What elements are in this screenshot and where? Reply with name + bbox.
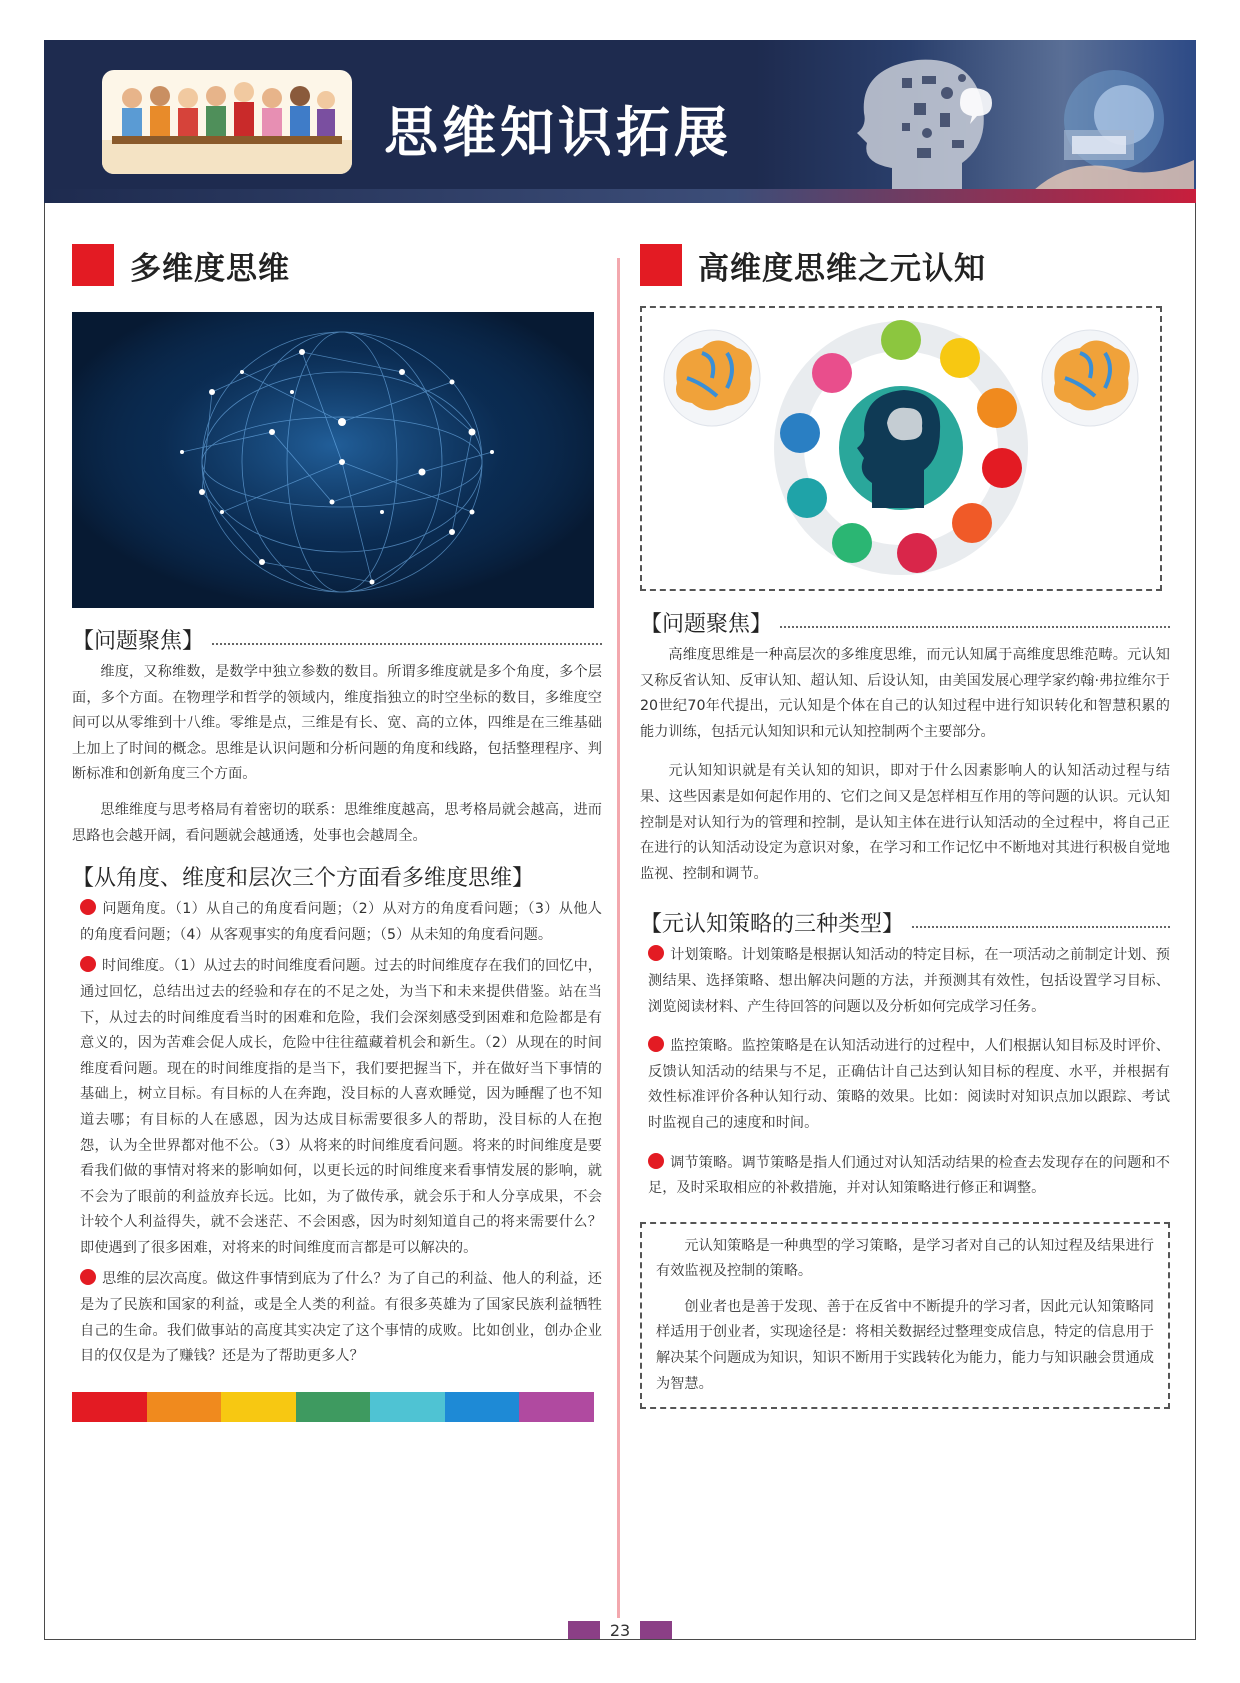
banner-swoosh	[44, 189, 1196, 203]
bullet-thinking-level-text: 思维的层次高度。做这件事情到底为了什么？为了自己的利益、他人的利益，还是为了民族和国家的利益，或是全人类的利益。有很多英雄为了国家民族利益牺牲自己的生命。我们做事站的高度其实决定了这个事情的成败。比如创业，创办企业目的仅仅是为了赚钱？还是为了帮助更多人？	[80, 1271, 602, 1365]
left-focus-paragraph-1: 维度，又称维数，是数学中独立参数的数目。所谓多维度就是多个角度，多个层面，多个方面。在物理学和哲学的领域内，维度指独立的时空坐标的数目，多维度空间可以从零维到十八维。零维是点，三维是有长、宽、高的立体，四维是在三维基础上加上了时间的概念。思维是认识问题和分析问题的角度和线路，包括整理程序、判断标准和创新角度三个方面。	[72, 664, 602, 783]
red-square-icon	[72, 244, 114, 286]
note-paragraph-1: 元认知策略是一种典型的学习策略，是学习者对自己的认知过程及结果进行有效监视及控制的策略。	[656, 1237, 1154, 1280]
rainbow-segment	[519, 1392, 594, 1422]
left-section-title: 多维度思维	[130, 250, 290, 287]
dotted-rule	[912, 916, 1170, 928]
right-section-header	[640, 240, 1170, 290]
red-dot-icon	[648, 945, 664, 961]
bullet-monitoring-strategy	[640, 1034, 1170, 1136]
page-number-text: 23	[609, 1620, 631, 1640]
red-dot-icon	[648, 1153, 664, 1169]
rainbow-segment	[370, 1392, 445, 1422]
right-focus-paragraph-2: 元认知知识就是有关认知的知识，即对于什么因素影响人的认知活动过程与结果、这些因素是如何起作用的、它们之间又是怎样相互作用的等问题的认识。元认知控制是对认知行为的管理和控制，是认知主体在进行认知活动的全过程中，将自己正在进行的认知活动设定为意识对象，在学习和工作记忆中不断地对其进行积极自觉地监视、控制和调节。	[640, 763, 1170, 882]
page-number	[560, 1617, 680, 1643]
note-paragraph-2: 创业者也是善于发现、善于在反省中不断提升的学习者，因此元认知策略同样适用于创业者，实现途径是：将相关数据经过整理变成信息，特定的信息用于解决某个问题成为知识，知识不断用于实践转化为能力，能力与知识融会贯通成为智慧。	[656, 1298, 1154, 1392]
dotted-rule	[780, 616, 1170, 628]
strategy-heading	[640, 907, 1170, 937]
note-box	[640, 1222, 1170, 1410]
angle-heading-text: 【从角度、维度和层次三个方面看多维度思维】	[72, 865, 535, 891]
left-focus-heading-text: 【问题聚焦】	[72, 628, 205, 654]
red-square-icon	[640, 244, 682, 286]
brain-icon	[1042, 330, 1138, 426]
angle-heading	[72, 861, 602, 891]
red-dot-icon	[80, 1269, 96, 1285]
red-dot-icon	[80, 956, 96, 972]
head-silhouette-icon	[822, 48, 1022, 198]
bullet-time-dimension-text: 时间维度。（1）从过去的时间维度看问题。过去的时间维度存在我们的回忆中，通过回忆，总结出过去的经验和存在的不足之处，为当下和未来提供借鉴。站在当下，从过去的时间维度看当时的困难和危险，我们会深刻感受到困难和危险都是有意义的，因为苦难会促人成长，危险中往往蕴藏着机会和新生。（2）从现在的时间维度看问题。现在的时间维度指的是当下，我们要把握当下，并在做好当下事情的基础上，树立目标。有目标的人在奔跑，没目标的人喜欢睡觉，因为睡醒了也不知道去哪；有目标的人在感恩，因为达成目标需要很多人的帮助，没目标的人在抱怨，认为全世界都对他不公。（3）从将来的时间维度看问题。将来的时间维度是要看我们做的事情对将来的影响如何，以更长远的时间维度来看事情发展的影响，就不会为了眼前的利益放弃长远。比如，为了做传承，就会乐于和人分享成果，不会计较个人利益得失，就不会迷茫、不会困惑，因为时刻知道自己的将来需要什么？即使遇到了很多困难，对将来的时间维度而言都是可以解决的。	[80, 958, 602, 1256]
bullet-regulation-strategy-text: 调节策略。调节策略是指人们通过对认知活动结果的检查去发现存在的问题和不足，及时采取相应的补救措施，并对认知策略进行修正和调整。	[648, 1154, 1170, 1197]
bullet-monitoring-strategy-text: 监控策略。监控策略是在认知活动进行的过程中，人们根据认知目标及时评价、反馈认知活动的结果与不足，正确估计自己达到认知目标的程度、水平，并根据有效性标准评价各种认知行动、策略的效果。比如：阅读时对知识点加以跟踪、考试时监视自己的速度和时间。	[648, 1038, 1170, 1131]
left-section-header	[72, 240, 602, 290]
rainbow-segment	[445, 1392, 520, 1422]
rainbow-segment	[296, 1392, 371, 1422]
rainbow-bar	[72, 1392, 594, 1422]
globe-network-icon	[72, 312, 594, 608]
metacognition-image	[640, 306, 1162, 591]
bullet-planning-strategy	[640, 943, 1170, 1020]
right-focus-heading-text: 【问题聚焦】	[640, 611, 773, 637]
bullet-question-angle	[72, 897, 602, 948]
bullet-planning-strategy-text: 计划策略。计划策略是根据认知活动的特定目标，在一项活动之前制定计划、预测结果、选择策略、想出解决问题的方法，并预测其有效性，包括设置学习目标、浏览阅读材料、产生待回答的问题以及分析如何完成学习任务。	[648, 947, 1170, 1015]
left-focus-heading	[72, 624, 602, 654]
strategy-heading-text: 【元认知策略的三种类型】	[640, 911, 905, 937]
dotted-rule	[212, 633, 602, 645]
header-banner	[44, 40, 1196, 203]
page-title: 思维知识拓展	[384, 101, 732, 164]
people-group-icon	[102, 70, 352, 174]
bullet-question-angle-text: 问题角度。（1）从自己的角度看问题；（2）从对方的角度看问题；（3）从他人的角度看问题；（4）从客观事实的角度看问题；（5）从未知的角度看问题。	[80, 901, 602, 943]
page-tab-left	[568, 1621, 600, 1639]
rainbow-segment	[147, 1392, 222, 1422]
bullet-regulation-strategy	[640, 1151, 1170, 1202]
left-focus-paragraph-2: 思维维度与思考格局有着密切的联系：思维维度越高，思考格局就会越高，进而思路也会越开阔，看问题就会越通透，处事也会越周全。	[72, 801, 602, 844]
right-section-title: 高维度思维之元认知	[698, 250, 986, 287]
rainbow-segment	[72, 1392, 147, 1422]
tech-hand-icon	[1004, 60, 1194, 200]
right-column	[640, 240, 1170, 1409]
red-dot-icon	[648, 1036, 664, 1052]
right-focus-paragraph-1: 高维度思维是一种高层次的多维度思维，而元认知属于高维度思维范畴。元认知又称反省认知、反审认知、超认知、后设认知，由美国发展心理学家约翰·弗拉维尔于20世纪70年代提出，元认知是个体在自己的认知过程中进行知识转化和智慧积累的能力训练，包括元认知知识和元认知控制两个主要部分。	[640, 647, 1170, 740]
left-column	[72, 240, 602, 1422]
people-illustration	[102, 70, 352, 174]
metacognition-ring-icon	[642, 308, 1160, 589]
column-divider	[617, 258, 620, 1618]
rainbow-segment	[221, 1392, 296, 1422]
red-dot-icon	[80, 899, 96, 915]
brain-icon	[664, 330, 760, 426]
bullet-time-dimension	[72, 954, 602, 1261]
network-globe-image	[72, 312, 594, 608]
right-focus-heading	[640, 607, 1170, 637]
bullet-thinking-level	[72, 1267, 602, 1369]
page-tab-right	[640, 1621, 672, 1639]
